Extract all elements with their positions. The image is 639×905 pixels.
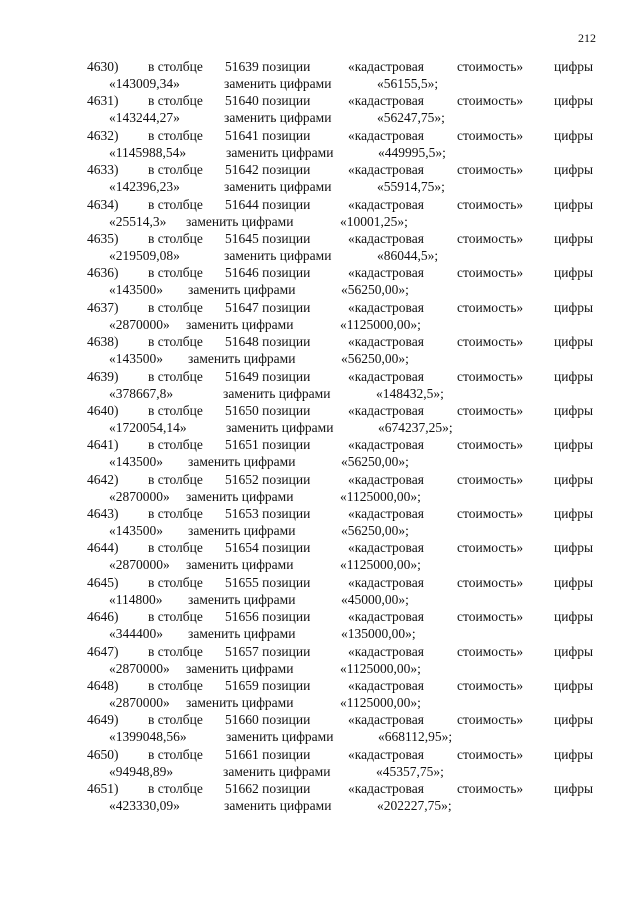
amendment-item xyxy=(0,58,639,92)
column-phrase: в столбце xyxy=(148,196,203,212)
value-word: стоимость» xyxy=(457,59,524,74)
amendment-number: 4651) xyxy=(87,781,119,797)
amendment-item xyxy=(0,92,639,126)
replace-phrase: заменить цифрами xyxy=(224,247,332,263)
cadastral-word: «кадастровая xyxy=(348,334,424,350)
replace-phrase: заменить цифрами xyxy=(223,763,331,779)
old-value: «2870000» xyxy=(109,316,170,332)
position-number: 51650 позиции xyxy=(225,402,311,418)
value-word: стоимость» xyxy=(457,506,524,522)
cadastral-word: «кадастровая xyxy=(348,265,424,281)
replace-phrase: заменить цифрами xyxy=(188,454,296,470)
new-value: «449995,5»; xyxy=(378,144,446,160)
digits-word: цифры xyxy=(554,781,594,797)
position-number: 51660 позиции xyxy=(225,712,311,728)
column-phrase: в столбце xyxy=(148,678,203,694)
digits-word: цифры xyxy=(554,127,594,143)
column-phrase: в столбце xyxy=(148,643,203,659)
amendment-number: 4641) xyxy=(87,437,119,453)
digits-word: цифры xyxy=(554,59,594,74)
cadastral-word: «кадастровая xyxy=(348,437,424,453)
amendment-number: 4640) xyxy=(87,402,119,418)
amendment-number: 4645) xyxy=(87,574,119,590)
amendment-item xyxy=(0,299,639,333)
amendment-item xyxy=(0,161,639,195)
digits-word: цифры xyxy=(554,506,594,522)
position-number: 51662 позиции xyxy=(225,781,311,797)
new-value: «86044,5»; xyxy=(377,247,439,263)
position-number: 51647 позиции xyxy=(225,299,311,315)
value-word: стоимость» xyxy=(457,712,524,728)
value-word: стоимость» xyxy=(457,368,524,384)
amendment-item xyxy=(0,368,639,402)
cadastral-word: «кадастровая xyxy=(348,59,424,74)
digits-word: цифры xyxy=(554,196,594,212)
replace-phrase: заменить цифрами xyxy=(186,695,294,711)
column-phrase: в столбце xyxy=(148,93,203,109)
amendment-item xyxy=(0,127,639,161)
amendment-number: 4637) xyxy=(87,299,119,315)
amendment-number: 4633) xyxy=(87,162,119,178)
column-phrase: в столбце xyxy=(148,437,203,453)
position-number: 51661 позиции xyxy=(225,746,311,762)
new-value: «10001,25»; xyxy=(340,213,408,229)
position-number: 51641 позиции xyxy=(225,127,311,143)
cadastral-word: «кадастровая xyxy=(348,93,424,109)
old-value: «142396,23» xyxy=(109,179,180,195)
column-phrase: в столбце xyxy=(148,506,203,522)
value-word: стоимость» xyxy=(457,471,524,487)
cadastral-word: «кадастровая xyxy=(348,712,424,728)
column-phrase: в столбце xyxy=(148,746,203,762)
value-word: стоимость» xyxy=(457,402,524,418)
value-word: стоимость» xyxy=(457,127,524,143)
value-word: стоимость» xyxy=(457,437,524,453)
new-value: «56247,75»; xyxy=(377,110,445,126)
replace-phrase: заменить цифрами xyxy=(188,591,296,607)
column-phrase: в столбце xyxy=(148,334,203,350)
digits-word: цифры xyxy=(554,540,594,556)
amendment-number: 4635) xyxy=(87,230,119,246)
amendment-item xyxy=(0,264,639,298)
amendment-item xyxy=(0,746,639,780)
value-word: стоимость» xyxy=(457,678,524,694)
column-phrase: в столбце xyxy=(148,368,203,384)
value-word: стоимость» xyxy=(457,334,524,350)
column-phrase: в столбце xyxy=(148,299,203,315)
amendment-item xyxy=(0,471,639,505)
replace-phrase: заменить цифрами xyxy=(188,282,296,298)
amendment-item xyxy=(0,196,639,230)
old-value: «94948,89» xyxy=(109,763,174,779)
cadastral-word: «кадастровая xyxy=(348,162,424,178)
position-number: 51655 позиции xyxy=(225,574,311,590)
position-number: 51657 позиции xyxy=(225,643,311,659)
page-number: 212 xyxy=(578,31,596,45)
position-number: 51653 позиции xyxy=(225,506,311,522)
value-word: стоимость» xyxy=(457,781,524,797)
cadastral-word: «кадастровая xyxy=(348,609,424,625)
amendment-number: 4639) xyxy=(87,368,119,384)
position-number: 51652 позиции xyxy=(225,471,311,487)
amendment-number: 4636) xyxy=(87,265,119,281)
position-number: 51648 позиции xyxy=(225,334,311,350)
value-word: стоимость» xyxy=(457,574,524,590)
cadastral-word: «кадастровая xyxy=(348,643,424,659)
position-number: 51646 позиции xyxy=(225,265,311,281)
replace-phrase: заменить цифрами xyxy=(226,419,334,435)
old-value: «143009,34» xyxy=(109,76,180,91)
position-number: 51642 позиции xyxy=(225,162,311,178)
new-value: «56155,5»; xyxy=(377,76,439,91)
old-value: «143500» xyxy=(109,282,163,298)
old-value: «143244,27» xyxy=(109,110,180,126)
position-number: 51640 позиции xyxy=(225,93,311,109)
value-word: стоимость» xyxy=(457,265,524,281)
digits-word: цифры xyxy=(554,230,594,246)
column-phrase: в столбце xyxy=(148,712,203,728)
amendment-number: 4642) xyxy=(87,471,119,487)
replace-phrase: заменить цифрами xyxy=(188,351,296,367)
column-phrase: в столбце xyxy=(148,127,203,143)
digits-word: цифры xyxy=(554,574,594,590)
new-value: «56250,00»; xyxy=(341,282,409,298)
new-value: «45357,75»; xyxy=(376,763,444,779)
amendment-number: 4644) xyxy=(87,540,119,556)
replace-phrase: заменить цифрами xyxy=(186,488,294,504)
cadastral-word: «кадастровая xyxy=(348,746,424,762)
digits-word: цифры xyxy=(554,334,594,350)
position-number: 51654 позиции xyxy=(225,540,311,556)
value-word: стоимость» xyxy=(457,196,524,212)
amendment-number: 4649) xyxy=(87,712,119,728)
cadastral-word: «кадастровая xyxy=(348,368,424,384)
value-word: стоимость» xyxy=(457,299,524,315)
digits-word: цифры xyxy=(554,678,594,694)
old-value: «1145988,54» xyxy=(109,144,187,160)
amendment-number: 4648) xyxy=(87,678,119,694)
replace-phrase: заменить цифрами xyxy=(224,798,332,814)
old-value: «25514,3» xyxy=(109,213,167,229)
new-value: «1125000,00»; xyxy=(340,488,421,504)
value-word: стоимость» xyxy=(457,643,524,659)
digits-word: цифры xyxy=(554,299,594,315)
cadastral-word: «кадастровая xyxy=(348,540,424,556)
new-value: «56250,00»; xyxy=(341,454,409,470)
replace-phrase: заменить цифрами xyxy=(188,523,296,539)
new-value: «1125000,00»; xyxy=(340,316,421,332)
column-phrase: в столбце xyxy=(148,574,203,590)
column-phrase: в столбце xyxy=(148,59,203,74)
digits-word: цифры xyxy=(554,162,594,178)
amendment-number: 4650) xyxy=(87,746,119,762)
column-phrase: в столбце xyxy=(148,265,203,281)
digits-word: цифры xyxy=(554,265,594,281)
column-phrase: в столбце xyxy=(148,230,203,246)
replace-phrase: заменить цифрами xyxy=(186,316,294,332)
old-value: «423330,09» xyxy=(109,798,180,814)
amendment-item xyxy=(0,711,639,745)
amendment-number: 4646) xyxy=(87,609,119,625)
position-number: 51659 позиции xyxy=(225,678,311,694)
digits-word: цифры xyxy=(554,609,594,625)
old-value: «2870000» xyxy=(109,557,170,573)
old-value: «114800» xyxy=(109,591,163,607)
position-number: 51644 позиции xyxy=(225,196,311,212)
replace-phrase: заменить цифрами xyxy=(226,144,334,160)
digits-word: цифры xyxy=(554,643,594,659)
column-phrase: в столбце xyxy=(148,540,203,556)
amendment-item xyxy=(0,677,639,711)
old-value: «2870000» xyxy=(109,660,170,676)
position-number: 51651 позиции xyxy=(225,437,311,453)
amendment-item xyxy=(0,230,639,264)
old-value: «378667,8» xyxy=(109,385,174,401)
new-value: «668112,95»; xyxy=(378,729,453,745)
value-word: стоимость» xyxy=(457,746,524,762)
digits-word: цифры xyxy=(554,437,594,453)
digits-word: цифры xyxy=(554,712,594,728)
old-value: «2870000» xyxy=(109,695,170,711)
cadastral-word: «кадастровая xyxy=(348,402,424,418)
replace-phrase: заменить цифрами xyxy=(186,557,294,573)
value-word: стоимость» xyxy=(457,162,524,178)
amendment-item xyxy=(0,333,639,367)
cadastral-word: «кадастровая xyxy=(348,574,424,590)
amendment-item xyxy=(0,539,639,573)
new-value: «56250,00»; xyxy=(341,351,409,367)
amendment-list xyxy=(0,58,639,815)
amendment-number: 4632) xyxy=(87,127,119,143)
cadastral-word: «кадастровая xyxy=(348,230,424,246)
replace-phrase: заменить цифрами xyxy=(186,660,294,676)
cadastral-word: «кадастровая xyxy=(348,299,424,315)
old-value: «2870000» xyxy=(109,488,170,504)
value-word: стоимость» xyxy=(457,230,524,246)
column-phrase: в столбце xyxy=(148,402,203,418)
old-value: «143500» xyxy=(109,523,163,539)
new-value: «674237,25»; xyxy=(378,419,453,435)
position-number: 51645 позиции xyxy=(225,230,311,246)
amendment-item xyxy=(0,505,639,539)
amendment-number: 4647) xyxy=(87,643,119,659)
position-number: 51649 позиции xyxy=(225,368,311,384)
column-phrase: в столбце xyxy=(148,162,203,178)
column-phrase: в столбце xyxy=(148,781,203,797)
amendment-number: 4630) xyxy=(87,59,119,74)
replace-phrase: заменить цифрами xyxy=(224,179,332,195)
amendment-item xyxy=(0,780,639,814)
cadastral-word: «кадастровая xyxy=(348,506,424,522)
cadastral-word: «кадастровая xyxy=(348,781,424,797)
replace-phrase: заменить цифрами xyxy=(224,76,332,91)
position-number: 51656 позиции xyxy=(225,609,311,625)
old-value: «143500» xyxy=(109,454,163,470)
replace-phrase: заменить цифрами xyxy=(223,385,331,401)
amendment-number: 4643) xyxy=(87,506,119,522)
old-value: «1720054,14» xyxy=(109,419,187,435)
cadastral-word: «кадастровая xyxy=(348,196,424,212)
digits-word: цифры xyxy=(554,746,594,762)
replace-phrase: заменить цифрами xyxy=(186,213,294,229)
old-value: «1399048,56» xyxy=(109,729,187,745)
value-word: стоимость» xyxy=(457,93,524,109)
digits-word: цифры xyxy=(554,368,594,384)
digits-word: цифры xyxy=(554,471,594,487)
amendment-item xyxy=(0,643,639,677)
new-value: «1125000,00»; xyxy=(340,695,421,711)
digits-word: цифры xyxy=(554,402,594,418)
old-value: «344400» xyxy=(109,626,163,642)
replace-phrase: заменить цифрами xyxy=(188,626,296,642)
new-value: «202227,75»; xyxy=(377,798,452,814)
new-value: «148432,5»; xyxy=(376,385,444,401)
amendment-number: 4631) xyxy=(87,93,119,109)
amendment-item xyxy=(0,574,639,608)
amendment-item xyxy=(0,402,639,436)
old-value: «219509,08» xyxy=(109,247,180,263)
column-phrase: в столбце xyxy=(148,609,203,625)
column-phrase: в столбце xyxy=(148,471,203,487)
new-value: «1125000,00»; xyxy=(340,660,421,676)
cadastral-word: «кадастровая xyxy=(348,678,424,694)
position-number: 51639 позиции xyxy=(225,59,311,74)
new-value: «1125000,00»; xyxy=(340,557,421,573)
amendment-item xyxy=(0,608,639,642)
new-value: «135000,00»; xyxy=(341,626,416,642)
amendment-item xyxy=(0,436,639,470)
digits-word: цифры xyxy=(554,93,594,109)
replace-phrase: заменить цифрами xyxy=(224,110,332,126)
new-value: «45000,00»; xyxy=(341,591,409,607)
new-value: «56250,00»; xyxy=(341,523,409,539)
value-word: стоимость» xyxy=(457,609,524,625)
cadastral-word: «кадастровая xyxy=(348,127,424,143)
value-word: стоимость» xyxy=(457,540,524,556)
replace-phrase: заменить цифрами xyxy=(226,729,334,745)
amendment-number: 4638) xyxy=(87,334,119,350)
cadastral-word: «кадастровая xyxy=(348,471,424,487)
new-value: «55914,75»; xyxy=(377,179,445,195)
old-value: «143500» xyxy=(109,351,163,367)
amendment-number: 4634) xyxy=(87,196,119,212)
